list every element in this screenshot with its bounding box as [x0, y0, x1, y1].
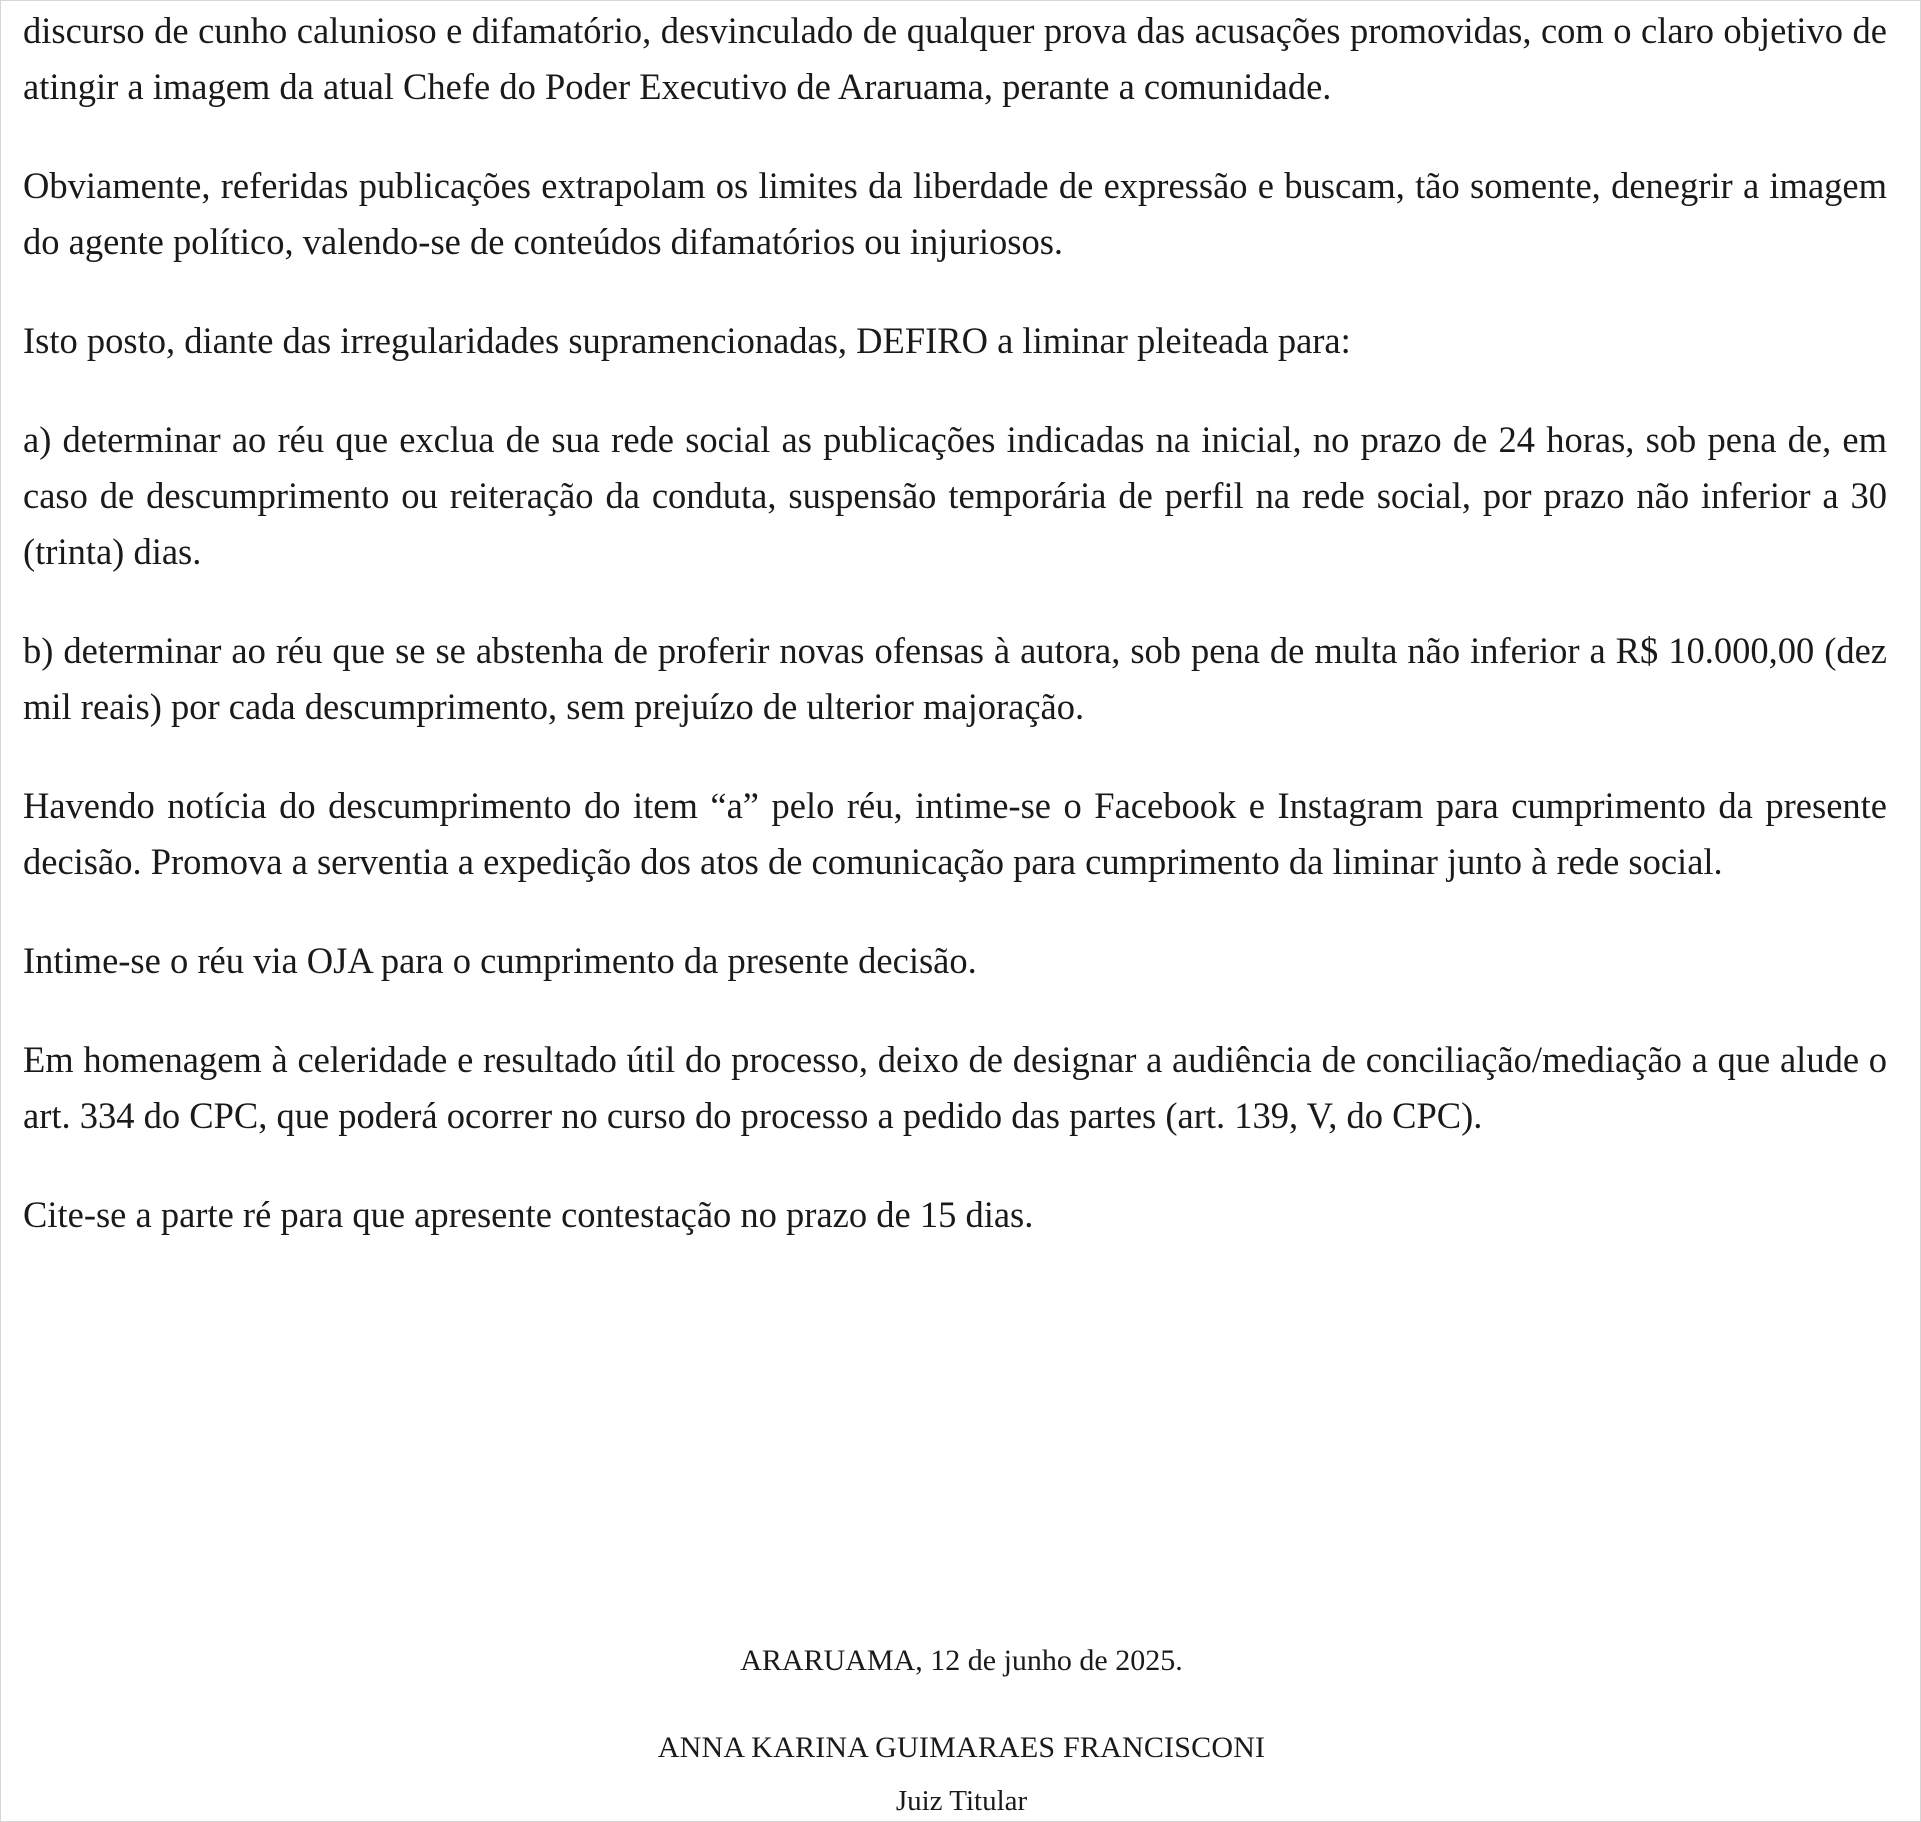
paragraph-item-a: a) determinar ao réu que exclua de sua rede social as publicações indicadas na inicial, no prazo de 24 horas, sob pena de, em caso de descumprimento ou reiteração da conduta, suspensão temporária de perfil na rede social, por prazo não inferior a 30 (trinta) dias.: [23, 419, 1887, 572]
paragraph-noncompliance: Havendo notícia do descumprimento do item “a” pelo réu, intime-se o Facebook e Instagram para cumprimento da presente decisão. Promova a serventia a expedição dos atos de comunicação para cumprimento da liminar junto à rede social.: [23, 785, 1887, 882]
paragraph-item-b: b) determinar ao réu que se se abstenha de proferir novas ofensas à autora, sob pena de multa não inferior a R$ 10.000,00 (dez mil reais) por cada descumprimento, sem prejuízo de ulterior majoração.: [23, 630, 1887, 727]
paragraph-intro-continuation: discurso de cunho calunioso e difamatório, desvinculado de qualquer prova das acusações promovidas, com o claro objetivo de atingir a imagem da atual Chefe do Poder Executivo de Araruama, perante a comunidade.: [23, 10, 1887, 107]
document-body: [23, 3, 1887, 1286]
paragraph-citation: Cite-se a parte ré para que apresente contestação no prazo de 15 dias.: [23, 1194, 1034, 1235]
judge-name: ANNA KARINA GUIMARAES FRANCISCONI: [657, 1731, 1266, 1764]
paragraph-summon-oja: Intime-se o réu via OJA para o cumprimento da presente decisão.: [23, 940, 977, 981]
place-date: ARARUAMA, 12 de junho de 2025.: [740, 1644, 1183, 1677]
paragraph-hearing: Em homenagem à celeridade e resultado útil do processo, deixo de designar a audiência de conciliação/mediação a que alude o art. 334 do CPC, que poderá ocorrer no curso do processo a pedido das partes (art. 139, V, do CPC).: [23, 1039, 1887, 1136]
judge-title: Juiz Titular: [895, 1785, 1028, 1817]
paragraph-freedom-of-expression: Obviamente, referidas publicações extrapolam os limites da liberdade de expressão e buscam, tão somente, denegrir a imagem do agente político, valendo-se de conteúdos difamatórios ou injuriosos.: [23, 165, 1887, 262]
paragraph-ruling: Isto posto, diante das irregularidades supramencionadas, DEFIRO a liminar pleiteada para:: [23, 320, 1351, 361]
